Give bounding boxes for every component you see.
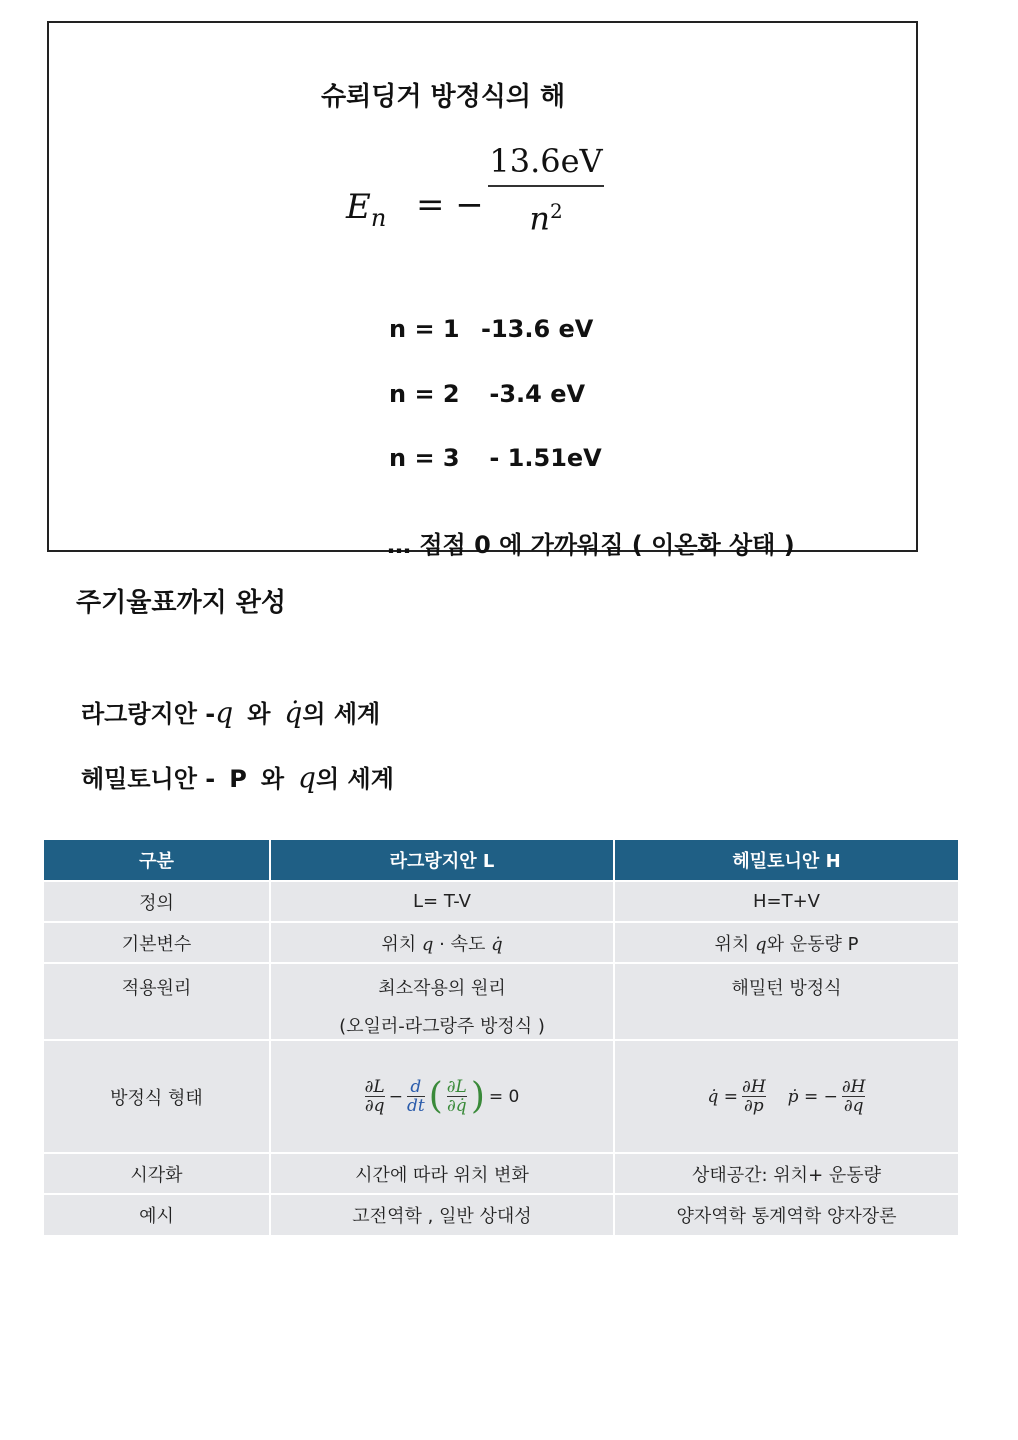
- periodic-table-heading: 주기율표까지 완성: [76, 588, 286, 618]
- formula-denominator: $n^2$: [529, 199, 563, 238]
- table-row: [44, 1153, 958, 1194]
- hamiltonian-cell: 양자역학 통계역학 양자장론: [614, 1194, 958, 1235]
- energy-formula: [346, 141, 606, 251]
- table-row: [44, 1040, 958, 1153]
- table-header-row: [44, 840, 958, 881]
- lagrangian-cell: 고전역학 , 일반 상대성: [270, 1194, 614, 1235]
- lagrangian-cell: 위치 q · 속도 q̇: [270, 922, 614, 963]
- formula-fraction: [486, 141, 606, 239]
- hamiltonian-cell: 해밀턴 방정식: [614, 963, 958, 1040]
- lagrangian-cell: 최소작용의 원리 (오일러-라그랑주 방정식 ): [270, 963, 614, 1040]
- table-row: [44, 1194, 958, 1235]
- table-row: [44, 963, 958, 1040]
- lagrangian-world-line: 라그랑지안 -q 와 q̇의 세계: [81, 696, 381, 729]
- table-row: [44, 881, 958, 922]
- schrodinger-solution-box: 슈뢰딩거 방정식의 해 $E_n$ = − 13.6eV $n^2$ n = 1 -13.6 eV n = 2 -3.4 eV n = 3 - 1.51eV … 점점 0 에 가까워짐 ( 이온화 상태 ): [47, 21, 918, 552]
- hamiltonian-cell: H=T+V: [614, 881, 958, 922]
- hamiltonian-cell: 위치 q와 운동량 P: [614, 922, 958, 963]
- hamiltonian-world-line: 헤밀토니안 - P 와 q의 세계: [81, 761, 394, 794]
- formula-numerator: 13.6eV: [489, 142, 603, 180]
- ionization-note: … 점점 0 에 가까워짐 ( 이온화 상태 ): [387, 531, 795, 559]
- energy-level-3: n = 3 - 1.51eV: [389, 444, 602, 472]
- lagrangian-equation: ∂L ∂q − d dt ( ∂L ∂q̇ ) = 0: [270, 1040, 614, 1153]
- formula-lhs: $E_n$: [346, 187, 387, 232]
- row-label: 시각화: [44, 1153, 270, 1194]
- row-label: 적용원리: [44, 963, 270, 1040]
- header-category: 구분: [44, 840, 270, 881]
- table-row: [44, 922, 958, 963]
- header-lagrangian: 라그랑지안 L: [270, 840, 614, 881]
- lagrangian-cell: 시간에 따라 위치 변화: [270, 1153, 614, 1194]
- fraction-bar: [488, 185, 604, 187]
- row-label: 예시: [44, 1194, 270, 1235]
- lagrangian-cell: L= T-V: [270, 881, 614, 922]
- energy-level-2: n = 2 -3.4 eV: [389, 380, 586, 408]
- formula-equals: = −: [416, 185, 484, 225]
- energy-level-1: n = 1 -13.6 eV: [389, 315, 594, 343]
- header-hamiltonian: 헤밀토니안 H: [614, 840, 958, 881]
- row-label: 방정식 형태: [44, 1040, 270, 1153]
- comparison-table: [44, 840, 958, 1235]
- hamiltonian-equation: q̇ = ∂H ∂p ṗ = − ∂H ∂q: [614, 1040, 958, 1153]
- row-label: 기본변수: [44, 922, 270, 963]
- row-label: 정의: [44, 881, 270, 922]
- hamiltonian-cell: 상태공간: 위치+ 운동량: [614, 1153, 958, 1194]
